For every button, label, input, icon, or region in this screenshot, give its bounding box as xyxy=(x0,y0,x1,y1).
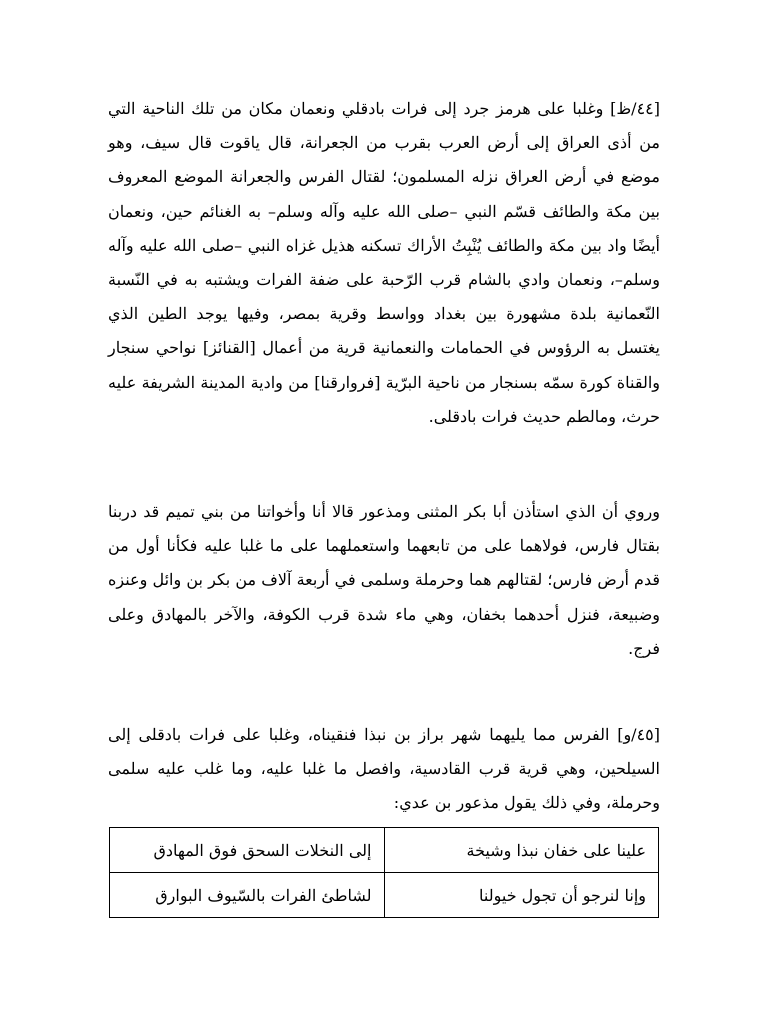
poem-hemistich-1: علينا على خفان نبذا وشيخة xyxy=(384,828,659,873)
poem-hemistich-3: وإنا لنرجو أن تجول خيولنا xyxy=(384,873,659,918)
poem-hemistich-4: لشاطئ الفرات بالسّيوف البوارق xyxy=(110,873,385,918)
paragraph-2: وروي أن الذي استأذن أبا بكر المثنى ومذعور قالا أنا وأخواتنا من بني تميم قد دربنا بقتال فارس، فولاهما على من تابعهما واستعملهما على ما غلبا عليه فكأنا أول من قدم أرض فارس؛ لقتالهم هما وحرملة وسلمى في أربعة آلاف من بكر بن وائل وعنزه وضبيعة، فنزل أحدهما بخفان، وهي ماء شدة قرب الكوفة، والآخر بالمهادق وعلى فرج. xyxy=(108,502,660,658)
paragraph-3: [٤٥/و] الفرس مما يليهما شهر براز بن نبذا فنقيناه، وغلبا على فرات بادقلى إلى السيلحين، وهي قرية قرب القادسية، وافصل ما غلبا عليه، وما غلب عليه سلمى وحرملة، وفي ذلك يقول مذعور بن عدي: xyxy=(108,725,660,813)
poem-table xyxy=(109,827,659,918)
poem-row-1 xyxy=(110,828,659,873)
poem-row-2 xyxy=(110,873,659,918)
poem-hemistich-2: إلى النخلات السحق فوق المهادق xyxy=(110,828,385,873)
paragraph-1: [٤٤/ظ] وغلبا على هرمز جرد إلى فرات بادقلي ونعمان مكان من تلك الناحية التي من أذى العراق إلى أرض العرب بقرب من الجعرانة، قال ياقوت قال سيف، وهو موضع في أرض العراق نزله المسلمون؛ لقتال الفرس والجعرانة الموضع المعروف بين مكة والطائف قسّم النبي –صلى الله عليه وآله وسلم– به الغنائم حين، ونعمان أيضًا واد بين مكة والطائف يُنْبِتُ الأراك تسكنه هذيل غزاه النبي –صلى الله عليه وآله وسلم–، ونعمان وادي بالشام قرب الرّحبة على ضفة الفرات ويشتبه به في النّسبة النّعمانية بلدة مشهورة بين بغداد وواسط وقرية بمصر، وفيها يوجد الطين الذي يغتسل به الرؤوس في الحمامات والنعمانية قرية من أعمال [القنائز] نواحي سنجار والقناة كورة سمّه بسنجار من ناحية البرّية [فروارقنا] من وادية المدينة الشريفة عليه حرث، ومالطم حديث فرات بادقلى. xyxy=(108,99,661,426)
